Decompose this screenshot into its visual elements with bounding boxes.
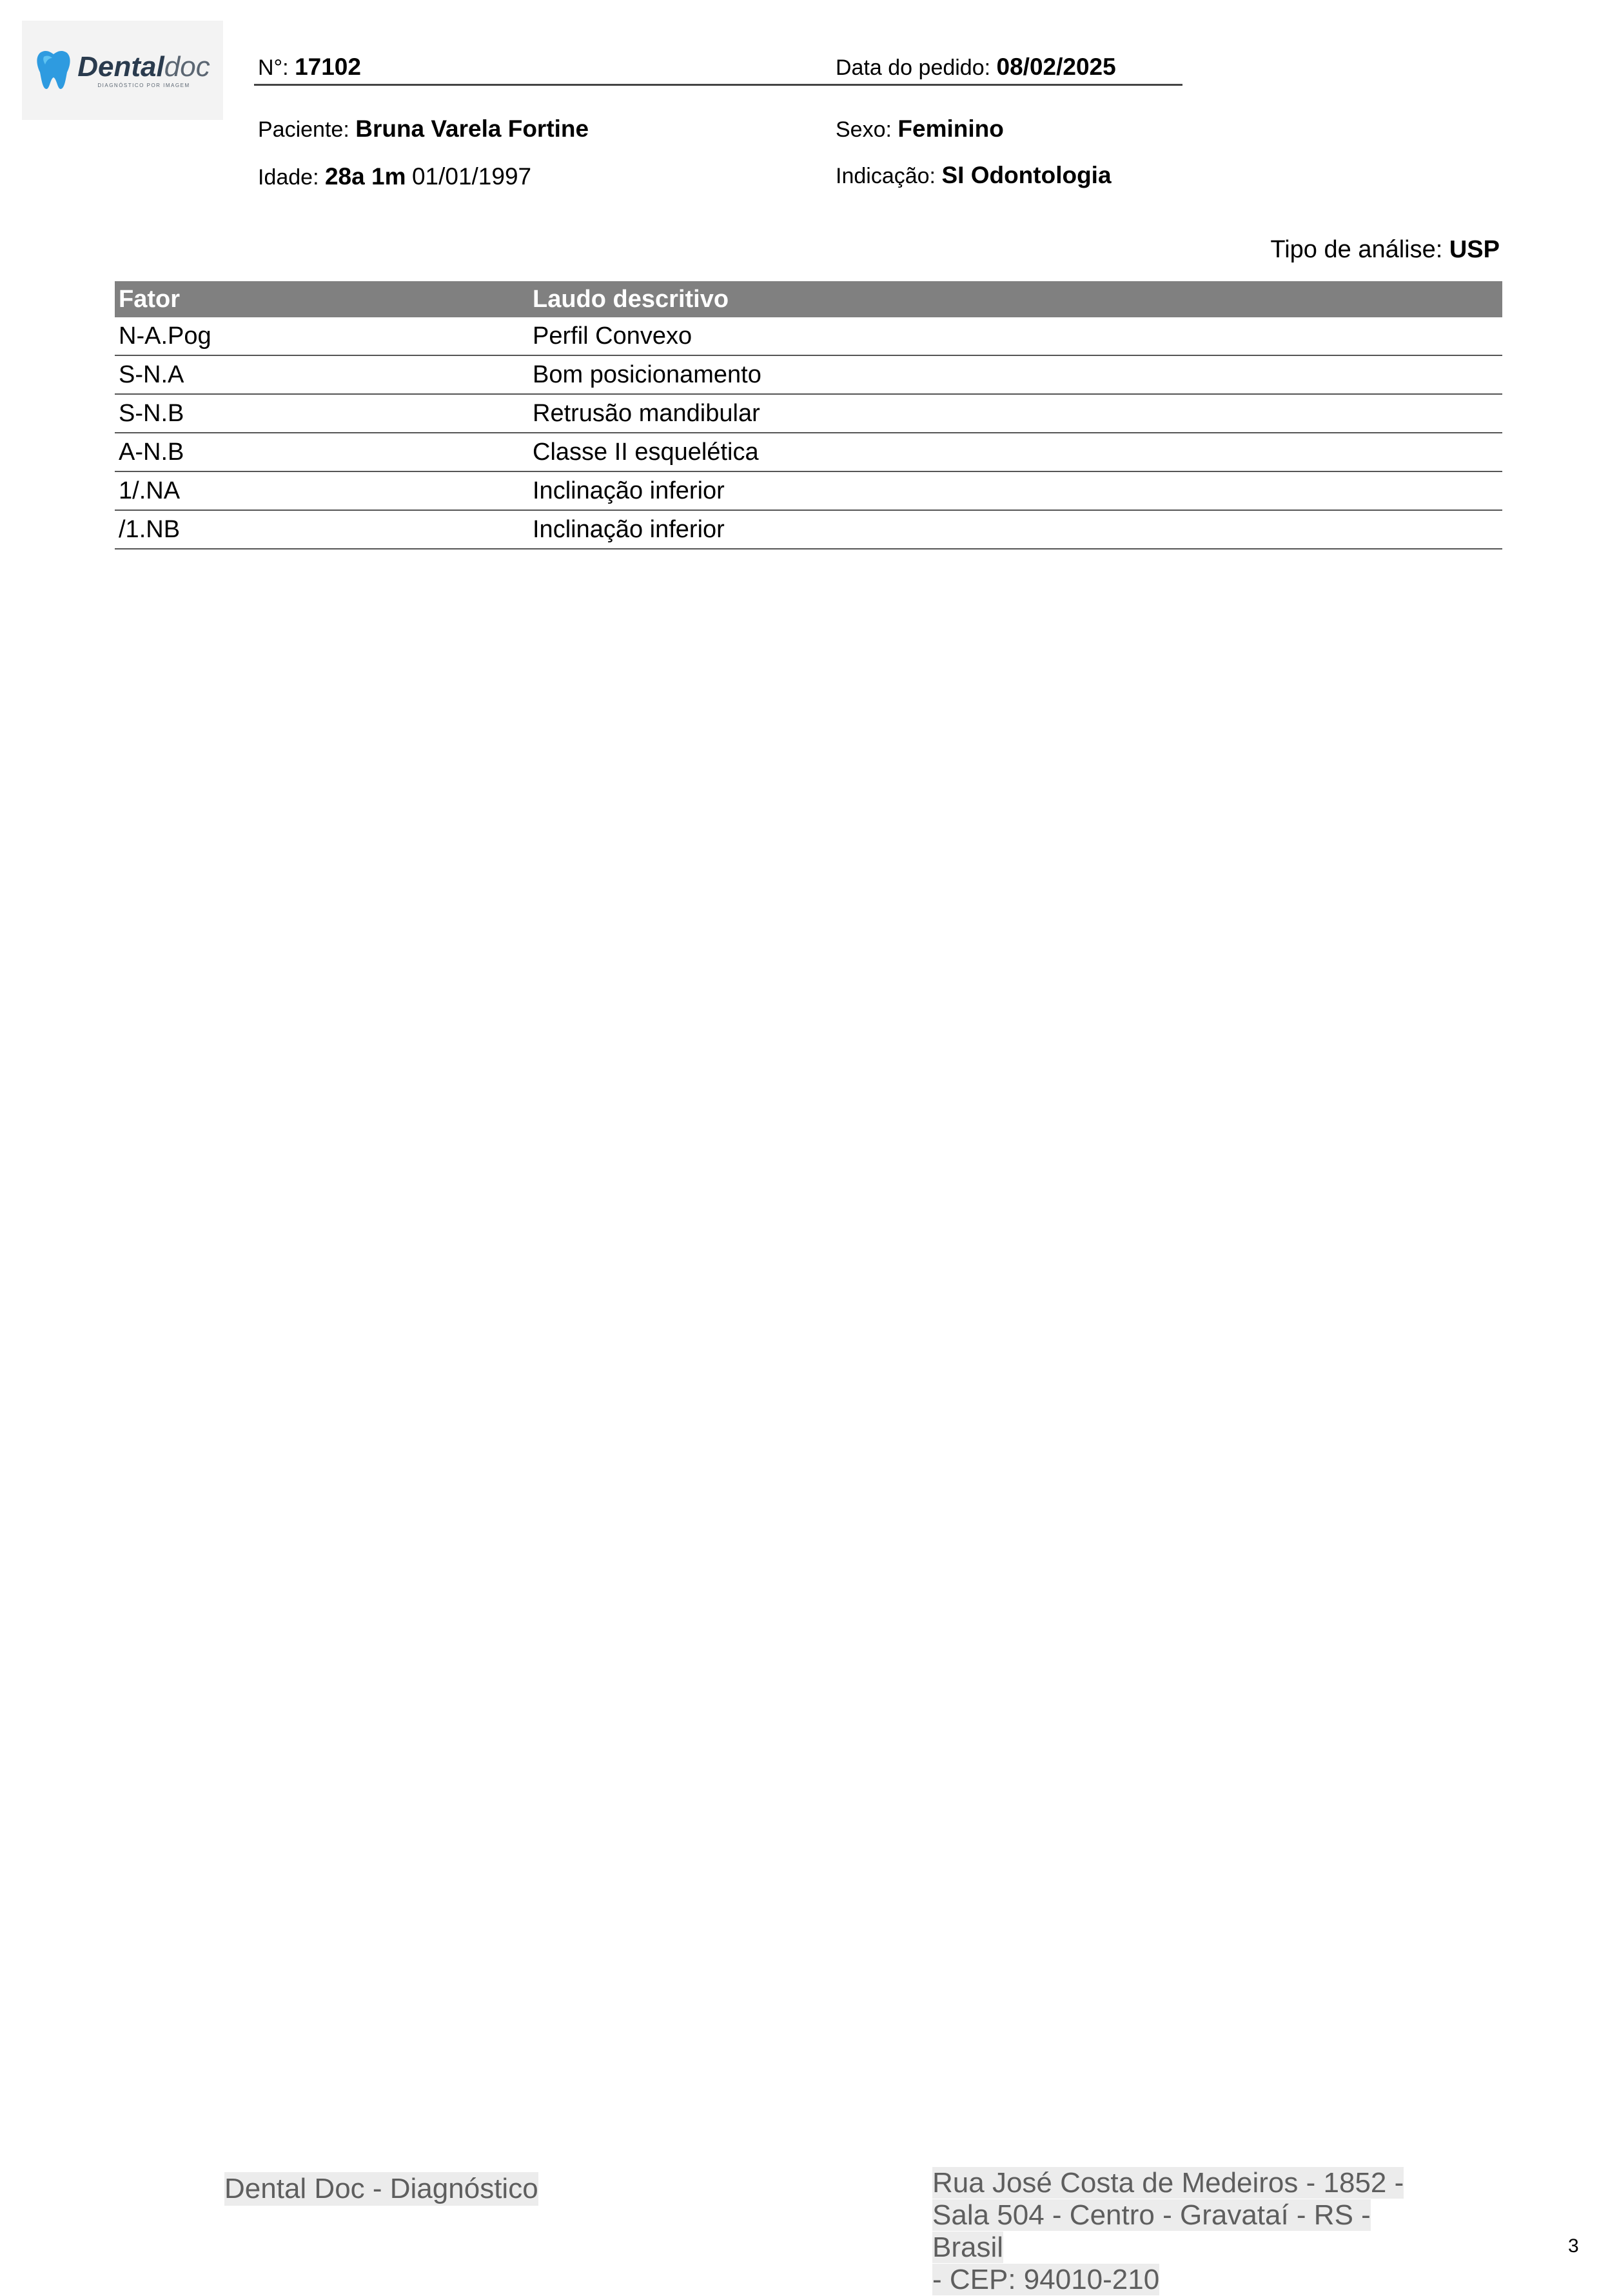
description-cell: Inclinação inferior (529, 510, 1502, 549)
address-line-1: Rua José Costa de Medeiros - 1852 - (932, 2167, 1404, 2199)
table-row (115, 433, 1502, 471)
report-table (115, 281, 1502, 549)
column-header-fator: Fator (115, 281, 529, 317)
order-number-field (258, 54, 361, 81)
table-row (115, 510, 1502, 549)
table-header-row (115, 281, 1502, 317)
description-cell: Bom posicionamento (529, 355, 1502, 394)
tooth-icon (35, 49, 72, 92)
referral-value: SI Odontologia (941, 162, 1112, 188)
order-date-value: 08/02/2025 (996, 54, 1116, 80)
address-line-3: - CEP: 94010-210 (932, 2264, 1160, 2295)
sex-field (836, 116, 1004, 143)
page-number: 3 (1568, 2235, 1579, 2257)
order-date-field (836, 54, 1116, 81)
table-row (115, 355, 1502, 394)
description-cell: Classe II esquelética (529, 433, 1502, 471)
factor-cell: A-N.B (115, 433, 529, 471)
address-line-2: Sala 504 - Centro - Gravataí - RS - Brasil (932, 2199, 1371, 2263)
description-cell: Retrusão mandibular (529, 394, 1502, 433)
referral-field (836, 163, 1112, 189)
analysis-type (1270, 236, 1500, 264)
factor-cell: S-N.B (115, 394, 529, 433)
referral-label: Indicação: (836, 164, 936, 188)
table-row (115, 394, 1502, 433)
analysis-type-label: Tipo de análise: (1270, 236, 1443, 263)
sex-label: Sexo: (836, 117, 892, 142)
description-cell: Inclinação inferior (529, 471, 1502, 510)
factor-cell: S-N.A (115, 355, 529, 394)
order-number-label: N°: (258, 55, 289, 80)
column-header-laudo: Laudo descritivo (529, 281, 1502, 317)
table-row (115, 317, 1502, 355)
age-value: 28a 1m (324, 163, 406, 190)
footer-address (932, 2167, 1448, 2296)
analysis-type-value: USP (1449, 236, 1500, 263)
factor-cell: /1.NB (115, 510, 529, 549)
age-field (258, 164, 531, 190)
company-logo (22, 21, 223, 120)
footer-company: Dental Doc - Diagnóstico (224, 2173, 538, 2204)
order-number-value: 17102 (295, 54, 361, 80)
sex-value: Feminino (898, 115, 1004, 142)
age-label: Idade: (258, 165, 319, 190)
patient-name: Bruna Varela Fortine (355, 115, 589, 142)
logo-wordmark: Dentaldoc (77, 50, 210, 83)
logo-tagline: DIAGNÓSTICO POR IMAGEM (97, 82, 190, 88)
birth-date: 01/01/1997 (411, 163, 532, 190)
factor-cell: N-A.Pog (115, 317, 529, 355)
table-row (115, 471, 1502, 510)
header-divider (254, 84, 1182, 86)
patient-label: Paciente: (258, 117, 349, 142)
order-date-label: Data do pedido: (836, 55, 991, 80)
factor-cell: 1/.NA (115, 471, 529, 510)
description-cell: Perfil Convexo (529, 317, 1502, 355)
patient-field (258, 116, 589, 143)
